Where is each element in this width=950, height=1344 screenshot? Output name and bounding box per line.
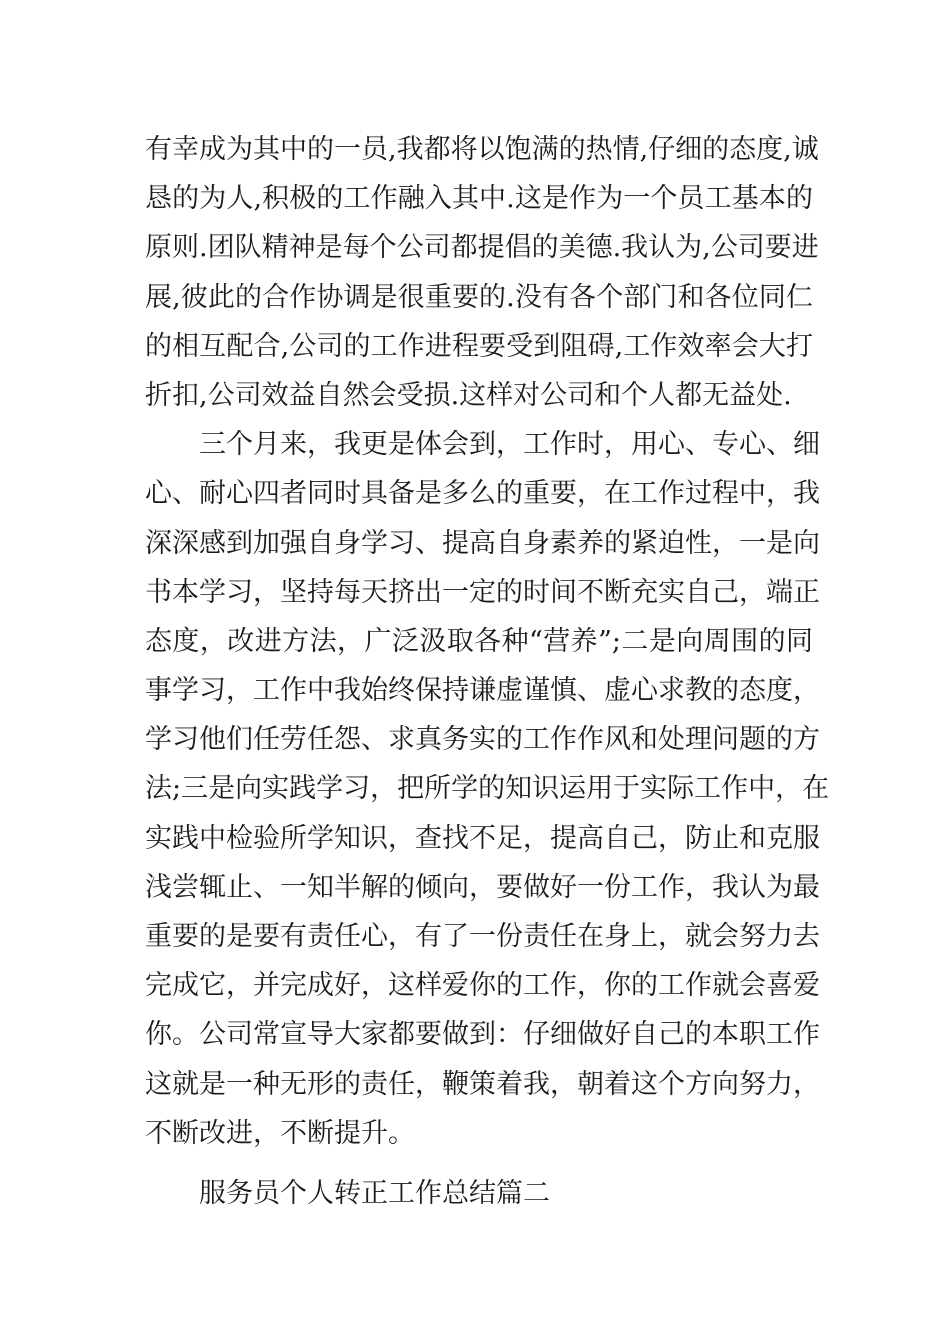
section-heading: 服务员个人转正工作总结篇二 bbox=[199, 1178, 550, 1209]
paragraph-line: 有幸成为其中的一员,我都将以饱满的热情,仔细的态度,诚 bbox=[145, 134, 819, 165]
paragraph-line: 学习他们任劳任怨、求真务实的工作作风和处理问题的方 bbox=[145, 724, 820, 756]
paragraph-line: 的相互配合,公司的工作进程要受到阻碍,工作效率会大打 bbox=[145, 330, 813, 362]
paragraph-line: 展,彼此的合作协调是很重要的.没有各个部门和各位同仁 bbox=[145, 281, 813, 313]
paragraph-line: 这就是一种无形的责任，鞭策着我，朝着这个方向努力， bbox=[145, 1068, 820, 1100]
paragraph-line: 事学习，工作中我始终保持谦虚谨慎、虚心求教的态度， bbox=[145, 675, 820, 707]
paragraph-line: 不断改进，不断提升。 bbox=[145, 1117, 415, 1149]
paragraph-line: 三个月来，我更是体会到，工作时，用心、专心、细 bbox=[199, 429, 820, 461]
paragraph-line: 书本学习，坚持每天挤出一定的时间不断充实自己，端正 bbox=[145, 576, 820, 608]
document-body bbox=[145, 125, 830, 1158]
paragraph-line: 态度，改进方法，广泛汲取各种“营养”;二是向周围的同 bbox=[145, 625, 813, 657]
paragraph-line: 心、耐心四者同时具备是多么的重要，在工作过程中，我 bbox=[145, 478, 820, 510]
paragraph-line: 完成它，并完成好，这样爱你的工作，你的工作就会喜爱 bbox=[145, 970, 820, 1002]
paragraph-line: 重要的是要有责任心，有了一份责任在身上，就会努力去 bbox=[145, 921, 820, 952]
paragraph-line: 原则.团队精神是每个公司都提倡的美德.我认为,公司要进 bbox=[145, 232, 819, 264]
paragraph-line: 浅尝辄止、一知半解的倾向，要做好一份工作，我认为最 bbox=[145, 871, 820, 903]
paragraph-1 bbox=[145, 125, 819, 420]
paragraph-line: 法;三是向实践学习，把所学的知识运用于实际工作中，在 bbox=[145, 773, 830, 805]
paragraph-line: 你。公司常宣导大家都要做到：仔细做好自己的本职工作 bbox=[145, 1019, 820, 1051]
paragraph-2 bbox=[145, 420, 830, 1158]
paragraph-line: 恳的为人,积极的工作融入其中.这是作为一个员工基本的 bbox=[145, 183, 813, 215]
paragraph-line: 深深感到加强自身学习、提高自身素养的紧迫性，一是向 bbox=[145, 527, 820, 559]
paragraph-line: 折扣,公司效益自然会受损.这样对公司和个人都无益处. bbox=[145, 379, 792, 411]
paragraph-line: 实践中检验所学知识，查找不足，提高自己，防止和克服 bbox=[145, 822, 820, 854]
